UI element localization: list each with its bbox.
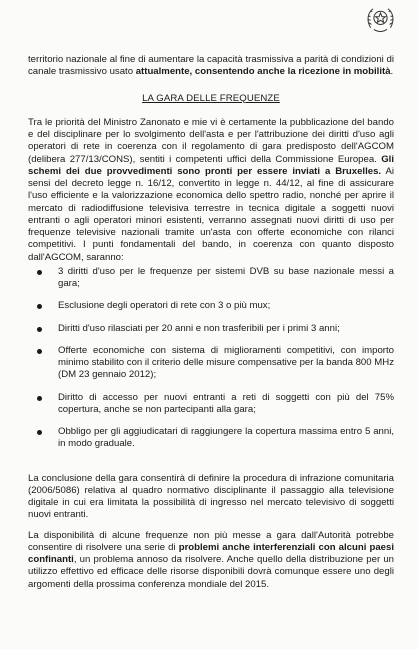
bullet-item: Diritti d'uso rilasciati per 20 anni e non trasferibili per i primi 3 anni; (28, 323, 394, 335)
bullet-dot-icon (37, 327, 42, 332)
bullet-dot-icon (37, 349, 42, 354)
bullet-dot-icon (37, 396, 42, 401)
italian-republic-emblem-icon (364, 3, 397, 36)
body-paragraph-gara: Tra le priorità del Ministro Zanonato e mie vi è certamente la pubblicazione del bando e del disciplinare per lo svolgimento dell'asta e per l'attribuzione dei diritti d'uso agli operatori di rete in coerenza con il regolamento di gara predisposto dell'AGCOM (delibera 277/13/CONS), sentiti i competenti uffici della Commissione Europea. Gli schemi dei due provvedimenti sono pronti per essere inviati a Bruxelles. Ai sensi del decreto legge n. 16/12, convertito in legge n. 44/12, al fine di assicurare l'uso efficiente e la valorizzazione economica dello spettro radio, nonché per aprire il mercato di radiodiffusione televisiva terrestre in tecnica digitale a soggetti nuovi entranti o agli operatori minori esistenti, verranno assegnati nuovi diritti di uso per frequenze televisive nazionali tramite un'asta con offerte economiche con rilanci competitivi. I punti fondamentali del bando, in coerenza con quanto disposto dall'AGCOM, saranno: (28, 116, 394, 263)
bullet-dot-icon (37, 270, 42, 275)
bullet-dot-icon (37, 304, 42, 309)
bullet-list (28, 266, 394, 451)
body-paragraph-infrazione: La conclusione della gara consentirà di definire la procedura di infrazione comunitaria (2006/5086) relativa al quadro normativo disciplinante il passaggio alla televisione digitale in cui era limitata la possibilità di ingresso nel mercato televisivo di soggetti nuovi entranti. (28, 472, 394, 521)
bullet-item: Esclusione degli operatori di rete con 3 o più mux; (28, 300, 394, 312)
bullet-dot-icon (37, 430, 42, 435)
bullet-item: Offerte economiche con sistema di miglioramenti competitivi, con importo minimo stabilito con il criterio delle misure compensative per la banda 800 MHz (DM 23 gennaio 2012); (28, 345, 394, 382)
intro-paragraph: territorio nazionale al fine di aumentare la capacità trasmissiva a parità di condizioni di canale trasmissivo usato attualmente, consentendo anche la ricezione in mobilità. (28, 54, 394, 78)
bullet-item: Obbligo per gli aggiudicatari di raggiungere la copertura massima entro 5 anni, in modo graduale. (28, 426, 394, 451)
section-title: LA GARA DELLE FREQUENZE (142, 92, 280, 104)
body-paragraph-frequenze: La disponibilità di alcune frequenze non più messe a gara dall'Autorità potrebbe consentire di risolvere una serie di problemi anche interferenziali con alcuni paesi confinanti, un problema annoso da risolvere. Anche quello della distribuzione per un utilizzo effettivo ed efficace delle risorse disponibili dovrà comunque essere uno degli argomenti della prossima conferenza mondiale del 2015. (28, 529, 394, 590)
document-page (28, 54, 394, 591)
bullet-item: Diritto di accesso per nuovi entranti a reti di soggetti con più del 75% copertura, anche se non partecipanti alla gara; (28, 392, 394, 417)
bullet-item: 3 diritti d'uso per le frequenze per sistemi DVB su base nazionale messi a gara; (28, 266, 394, 291)
